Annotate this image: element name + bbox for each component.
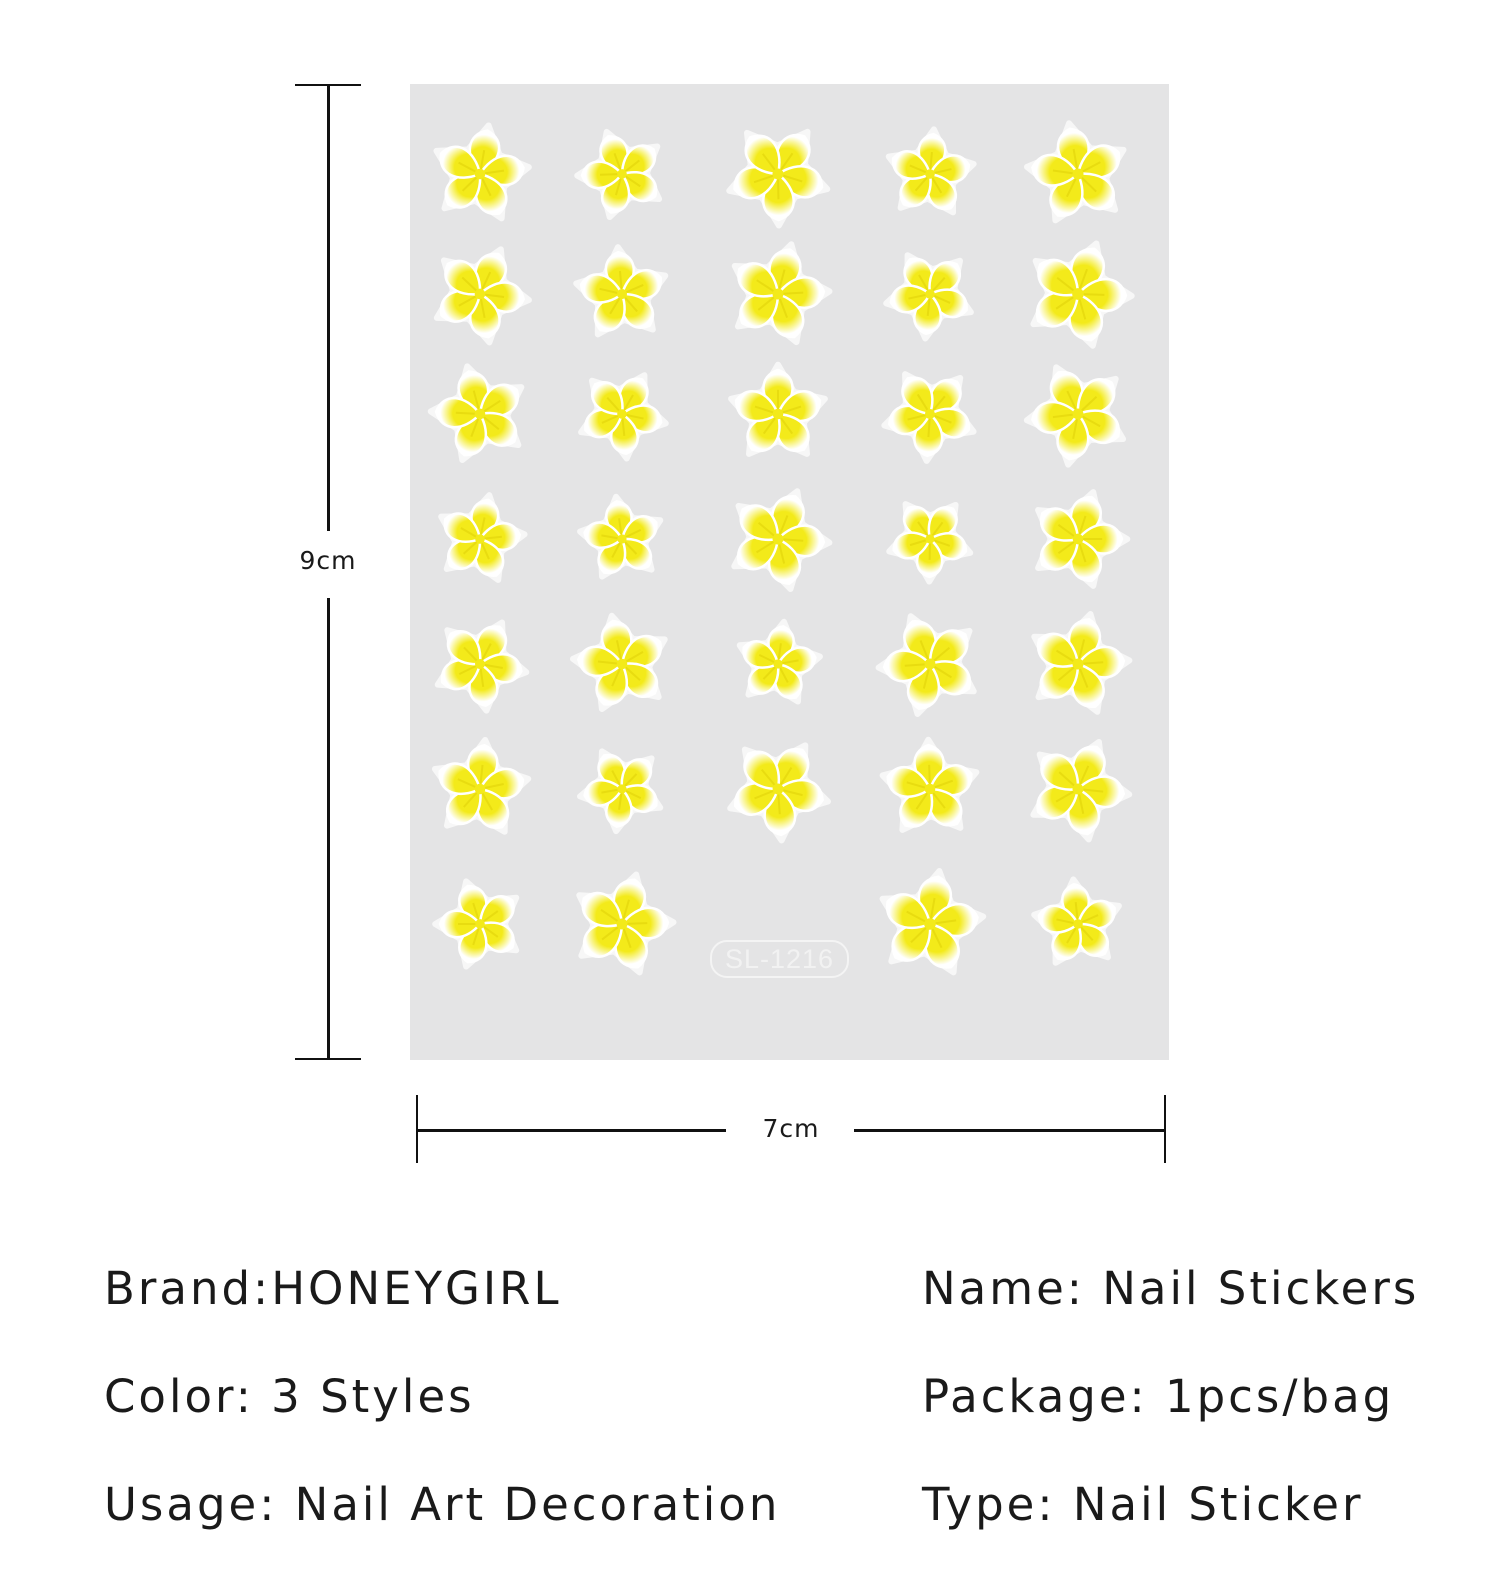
flower-sticker (421, 602, 542, 723)
flower-sticker (426, 868, 533, 975)
flower-sticker (884, 126, 976, 218)
flower-sticker (565, 354, 681, 470)
height-dimension-line (327, 84, 330, 531)
width-dimension-right-cap (1164, 1095, 1166, 1163)
height-dimension (295, 84, 361, 1060)
flower-sticker (567, 117, 676, 226)
sheet-code: SL-1216 (710, 940, 849, 978)
flower-sticker (872, 481, 985, 594)
flower-sticker (1012, 347, 1142, 477)
flower-center (773, 409, 784, 420)
flower-sticker (1019, 602, 1138, 720)
color-spec: Color: 3 Styles (104, 1370, 475, 1423)
width-dimension-line (854, 1129, 1166, 1132)
flower-sticker (871, 234, 987, 350)
flower-sticker (881, 738, 978, 835)
flower-sticker (715, 473, 842, 600)
flower-sticker (711, 104, 847, 240)
flower-sticker (712, 719, 847, 854)
flower-sticker (865, 598, 992, 725)
flower-sticker (1014, 722, 1143, 851)
height-dimension-line (327, 598, 330, 1060)
flower-sticker (871, 862, 989, 980)
flower-sticker (719, 232, 839, 352)
sticker-sheet (410, 84, 1169, 1060)
flower-sticker (1020, 478, 1138, 596)
name-spec: Name: Nail Stickers (922, 1262, 1420, 1315)
usage-spec: Usage: Nail Art Decoration (104, 1478, 781, 1531)
flower-sticker (1021, 115, 1134, 228)
flower-sticker (422, 354, 537, 469)
flower-sticker (869, 349, 995, 475)
flower-sticker (576, 491, 667, 582)
package-spec: Package: 1pcs/bag (922, 1370, 1395, 1423)
flower-sticker (1014, 226, 1145, 357)
flower-sticker (419, 229, 544, 353)
flower-sticker (562, 861, 683, 982)
flower-sticker-grid (410, 84, 1169, 1060)
width-dimension-line (416, 1129, 726, 1132)
height-dimension-bottom-cap (295, 1058, 361, 1060)
flower-sticker (430, 486, 531, 587)
height-label: 9cm (299, 546, 357, 575)
flower-sticker (429, 735, 532, 838)
flower-sticker (573, 243, 670, 340)
flower-sticker (566, 732, 675, 841)
flower-sticker (733, 616, 824, 707)
flower-sticker (566, 606, 677, 717)
flower-sticker (426, 117, 535, 225)
flower-sticker (731, 365, 825, 458)
width-dimension (416, 1095, 1166, 1163)
width-label: 7cm (762, 1114, 820, 1143)
type-spec: Type: Nail Sticker (922, 1478, 1364, 1531)
flower-sticker (1031, 875, 1125, 968)
brand-spec: Brand:HONEYGIRL (104, 1262, 562, 1315)
